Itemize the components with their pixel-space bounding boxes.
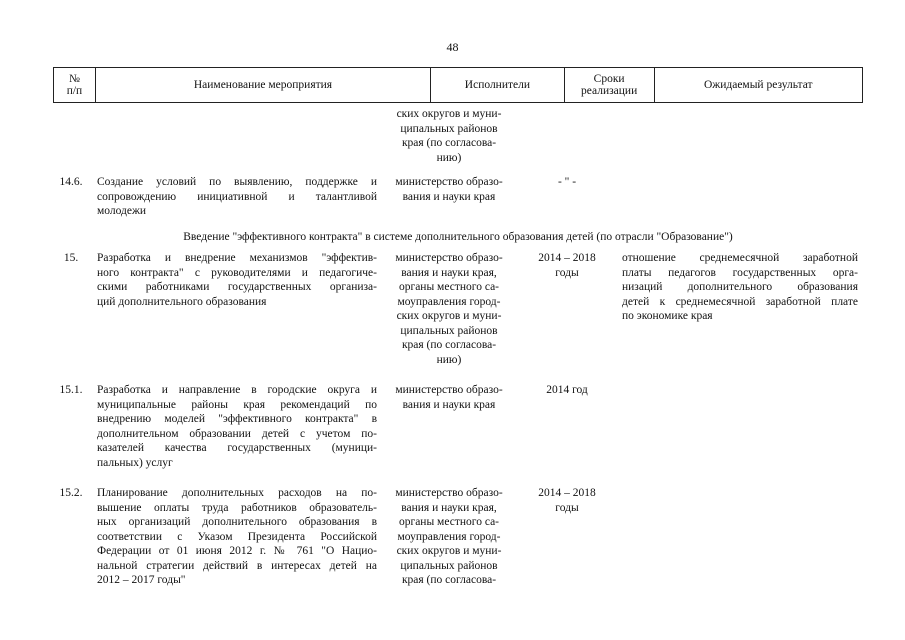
table-header	[53, 67, 863, 103]
terms-cell: - " -	[557, 176, 577, 188]
terms-cell: 2014 – 2018 годы	[538, 487, 596, 514]
executors-cell: ских округов и муни- ципальных районов края (по согласова- нию)	[396, 108, 502, 164]
header-executors: Исполнители	[431, 68, 565, 102]
row-number: 14.6.	[59, 176, 83, 188]
page-number: 48	[446, 40, 459, 54]
measure-name: Планирование дополнительных расходов на по- вышение оплаты труда работников образователь- ных организаций дополнительного образования в соответствии с Указом Президента Российской Федерации от 01 июня 2012 г. № 761 "О Нацио- нальной стратегии действий в интересах детей на 2012 – 2017 годы"	[97, 487, 377, 586]
executors-cell: министерство образо- вания и науки края, органы местного са- моуправления город- ских округов и муни- ципальных районов края (по согласова- нию)	[395, 252, 503, 366]
terms-cell: 2014 – 2018 годы	[538, 252, 596, 279]
result-cell: отношение среднемесячной заработной платы педагогов государственных орга- низаций дополнительного образования детей к среднемесячной заработной плате по экономике края	[622, 252, 858, 322]
header-result: Ожидаемый результат	[703, 78, 813, 91]
executors-cell: министерство образо- вания и науки края	[395, 176, 503, 203]
executors-cell: министерство образо- вания и науки края	[395, 384, 503, 411]
header-terms: Сроки реализации	[565, 68, 655, 102]
terms-cell: 2014 год	[546, 384, 588, 396]
row-number: 15.2.	[59, 487, 83, 499]
section-heading: Введение "эффективного контракта" в системе дополнительного образования детей (по отрасли "Образование")	[183, 231, 733, 243]
measure-name: Разработка и направление в городские округа и муниципальные районы края рекомендаций по внедрению моделей "эффективного контракта" в дополнительном образовании детей с учетом по- казателей качества государственных (муници- пальных) услуг	[97, 384, 377, 469]
executors-cell: министерство образо- вания и науки края, органы местного са- моуправления город- ских округов и муни- ципальных районов края (по согласова-	[395, 487, 503, 586]
header-num: № п/п	[54, 68, 96, 102]
measure-name: Разработка и внедрение механизмов "эффектив- ного контракта" с руководителями и педагогиче- скими работниками государственных организа- ций дополнительного образования	[97, 252, 377, 308]
header-name: Наименование мероприятия	[96, 68, 431, 102]
row-number: 15.	[63, 252, 79, 264]
measure-name: Создание условий по выявлению, поддержке и сопровождению инициативной и талантливой молодежи	[97, 176, 377, 217]
row-number: 15.1.	[59, 384, 83, 396]
